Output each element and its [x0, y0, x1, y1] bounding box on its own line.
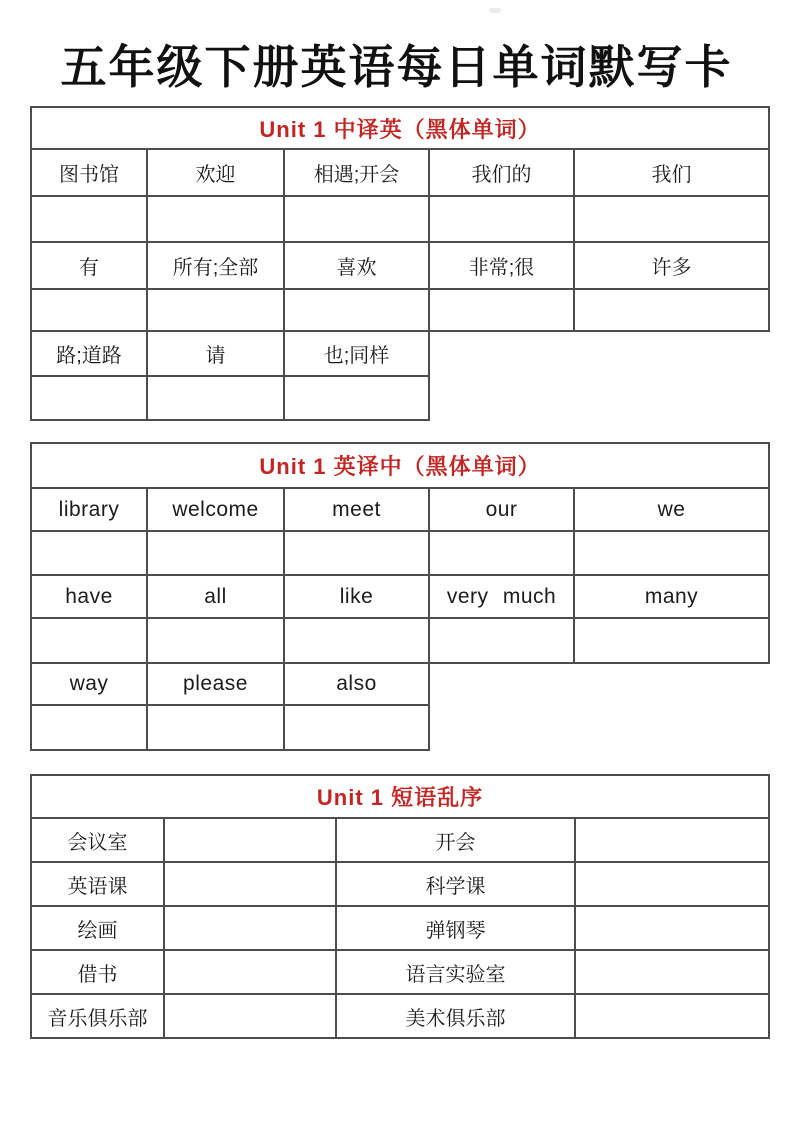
table-unit1-en-to-cn: [30, 442, 770, 751]
word-cell: 欢迎: [147, 149, 284, 196]
answer-cell: [574, 618, 769, 663]
answer-cell: [284, 289, 429, 331]
word-cell: 图书馆: [31, 149, 147, 196]
answer-cell: [429, 196, 574, 242]
word-cell: 所有;全部: [147, 242, 284, 289]
answer-cell: [429, 531, 574, 575]
empty-area: [429, 705, 574, 750]
word-cell: 路;道路: [31, 331, 147, 376]
answer-cell: [284, 376, 429, 420]
answer-cell: [147, 618, 284, 663]
word-cell: way: [31, 663, 147, 705]
answer-cell: [31, 196, 147, 242]
answer-cell: [284, 705, 429, 750]
empty-area: [574, 663, 769, 705]
answer-cell: [575, 994, 769, 1038]
answer-cell: [284, 196, 429, 242]
answer-cell: [147, 196, 284, 242]
table2-header: Unit 1 英译中（黑体单词）: [31, 443, 769, 488]
word-cell: 喜欢: [284, 242, 429, 289]
word-cell: 请: [147, 331, 284, 376]
word-cell: many: [574, 575, 769, 618]
answer-cell: [574, 196, 769, 242]
word-cell: 有: [31, 242, 147, 289]
word-cell: very much: [429, 575, 574, 618]
word-cell: also: [284, 663, 429, 705]
word-cell: 我们: [574, 149, 769, 196]
phrase-cell: 绘画: [31, 906, 164, 950]
page-title: 五年级下册英语每日单词默写卡: [60, 41, 733, 93]
word-cell: welcome: [147, 488, 284, 531]
answer-cell: [284, 618, 429, 663]
answer-cell: [164, 994, 336, 1038]
empty-area: [429, 331, 574, 376]
word-cell: we: [574, 488, 769, 531]
answer-cell: [31, 376, 147, 420]
phrase-cell: 弹钢琴: [336, 906, 575, 950]
answer-cell: [164, 818, 336, 862]
word-cell: our: [429, 488, 574, 531]
empty-area: [574, 376, 769, 420]
answer-cell: [574, 531, 769, 575]
answer-cell: [284, 531, 429, 575]
answer-cell: [31, 289, 147, 331]
answer-cell: [575, 906, 769, 950]
phrase-cell: 英语课: [31, 862, 164, 906]
answer-cell: [147, 531, 284, 575]
table-unit1-phrases: [30, 774, 770, 1039]
word-cell: 相遇;开会: [284, 149, 429, 196]
empty-area: [574, 705, 769, 750]
word-cell: 许多: [574, 242, 769, 289]
word-cell: meet: [284, 488, 429, 531]
table1-header: Unit 1 中译英（黑体单词）: [31, 107, 769, 149]
phrase-cell: 借书: [31, 950, 164, 994]
empty-area: [429, 663, 574, 705]
word-cell: 非常;很: [429, 242, 574, 289]
word-cell: 也;同样: [284, 331, 429, 376]
scan-artifact: [489, 8, 501, 13]
word-cell: like: [284, 575, 429, 618]
answer-cell: [31, 705, 147, 750]
phrase-cell: 音乐俱乐部: [31, 994, 164, 1038]
answer-cell: [575, 862, 769, 906]
answer-cell: [164, 906, 336, 950]
answer-cell: [31, 531, 147, 575]
answer-cell: [147, 705, 284, 750]
word-cell: 我们的: [429, 149, 574, 196]
answer-cell: [429, 618, 574, 663]
phrase-cell: 语言实验室: [336, 950, 575, 994]
answer-cell: [429, 289, 574, 331]
answer-cell: [575, 950, 769, 994]
phrase-cell: 会议室: [31, 818, 164, 862]
word-cell: please: [147, 663, 284, 705]
empty-area: [429, 376, 574, 420]
answer-cell: [574, 289, 769, 331]
answer-cell: [147, 289, 284, 331]
phrase-cell: 科学课: [336, 862, 575, 906]
word-cell: library: [31, 488, 147, 531]
answer-cell: [164, 950, 336, 994]
answer-cell: [31, 618, 147, 663]
word-cell: have: [31, 575, 147, 618]
answer-cell: [164, 862, 336, 906]
word-cell: all: [147, 575, 284, 618]
answer-cell: [147, 376, 284, 420]
phrase-cell: 美术俱乐部: [336, 994, 575, 1038]
table3-header: Unit 1 短语乱序: [31, 775, 769, 818]
answer-cell: [575, 818, 769, 862]
empty-area: [574, 331, 769, 376]
table-unit1-cn-to-en: [30, 106, 770, 421]
phrase-cell: 开会: [336, 818, 575, 862]
